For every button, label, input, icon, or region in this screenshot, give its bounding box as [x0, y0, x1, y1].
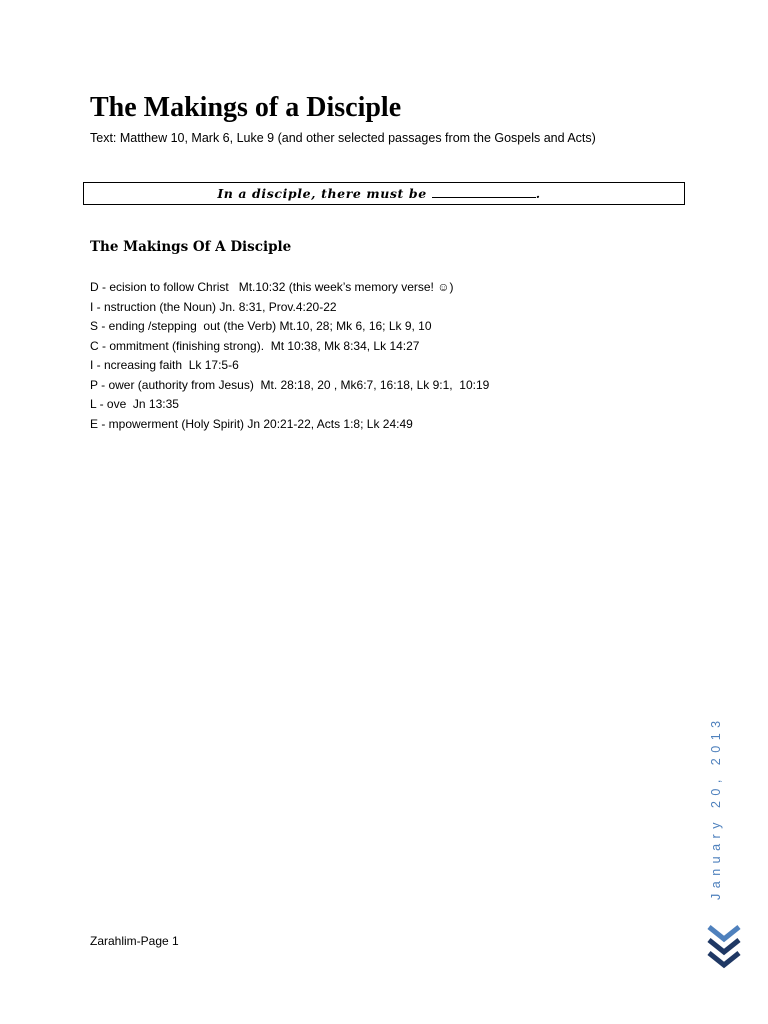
page-footer: Zarahlim-Page 1	[90, 934, 179, 948]
acrostic-item-i2: I - ncreasing faith Lk 17:5-6	[90, 358, 239, 372]
acrostic-list	[90, 278, 489, 434]
section-heading: The Makings Of A Disciple	[90, 239, 292, 255]
acrostic-item-d: D - ecision to follow Christ Mt.10:32 (this week’s memory verse! ☺)	[90, 280, 454, 294]
acrostic-item-l: L - ove Jn 13:35	[90, 397, 179, 411]
fill-in-prefix: In a disciple, there must be	[217, 186, 427, 201]
triple-chevron-down-icon	[706, 924, 742, 970]
chevron-top	[709, 927, 739, 939]
document-title: The Makings of a Disciple	[90, 92, 402, 123]
text-reference: Text: Matthew 10, Mark 6, Luke 9 (and other selected passages from the Gospels and Acts)	[90, 131, 596, 145]
acrostic-item-p: P - ower (authority from Jesus) Mt. 28:18, 20 , Mk6:7, 16:18, Lk 9:1, 10:19	[90, 377, 490, 392]
acrostic-item-i: I - nstruction (the Noun) Jn. 8:31, Prov.4:20-22	[90, 299, 337, 314]
acrostic-item-s: S - ending /stepping out (the Verb) Mt.10, 28; Mk 6, 16; Lk 9, 10	[90, 319, 432, 333]
acrostic-item-e: E - mpowerment (Holy Spirit) Jn 20:21-22, Acts 1:8; Lk 24:49	[90, 416, 413, 431]
fill-in-box	[83, 182, 685, 205]
fill-in-sentence	[217, 183, 540, 204]
acrostic-item-c: C - ommitment (finishing strong). Mt 10:38, Mk 8:34, Lk 14:27	[90, 338, 420, 353]
fill-in-blank	[432, 184, 536, 198]
side-date: January 20, 2013	[709, 715, 723, 900]
fill-in-suffix: .	[535, 186, 541, 201]
